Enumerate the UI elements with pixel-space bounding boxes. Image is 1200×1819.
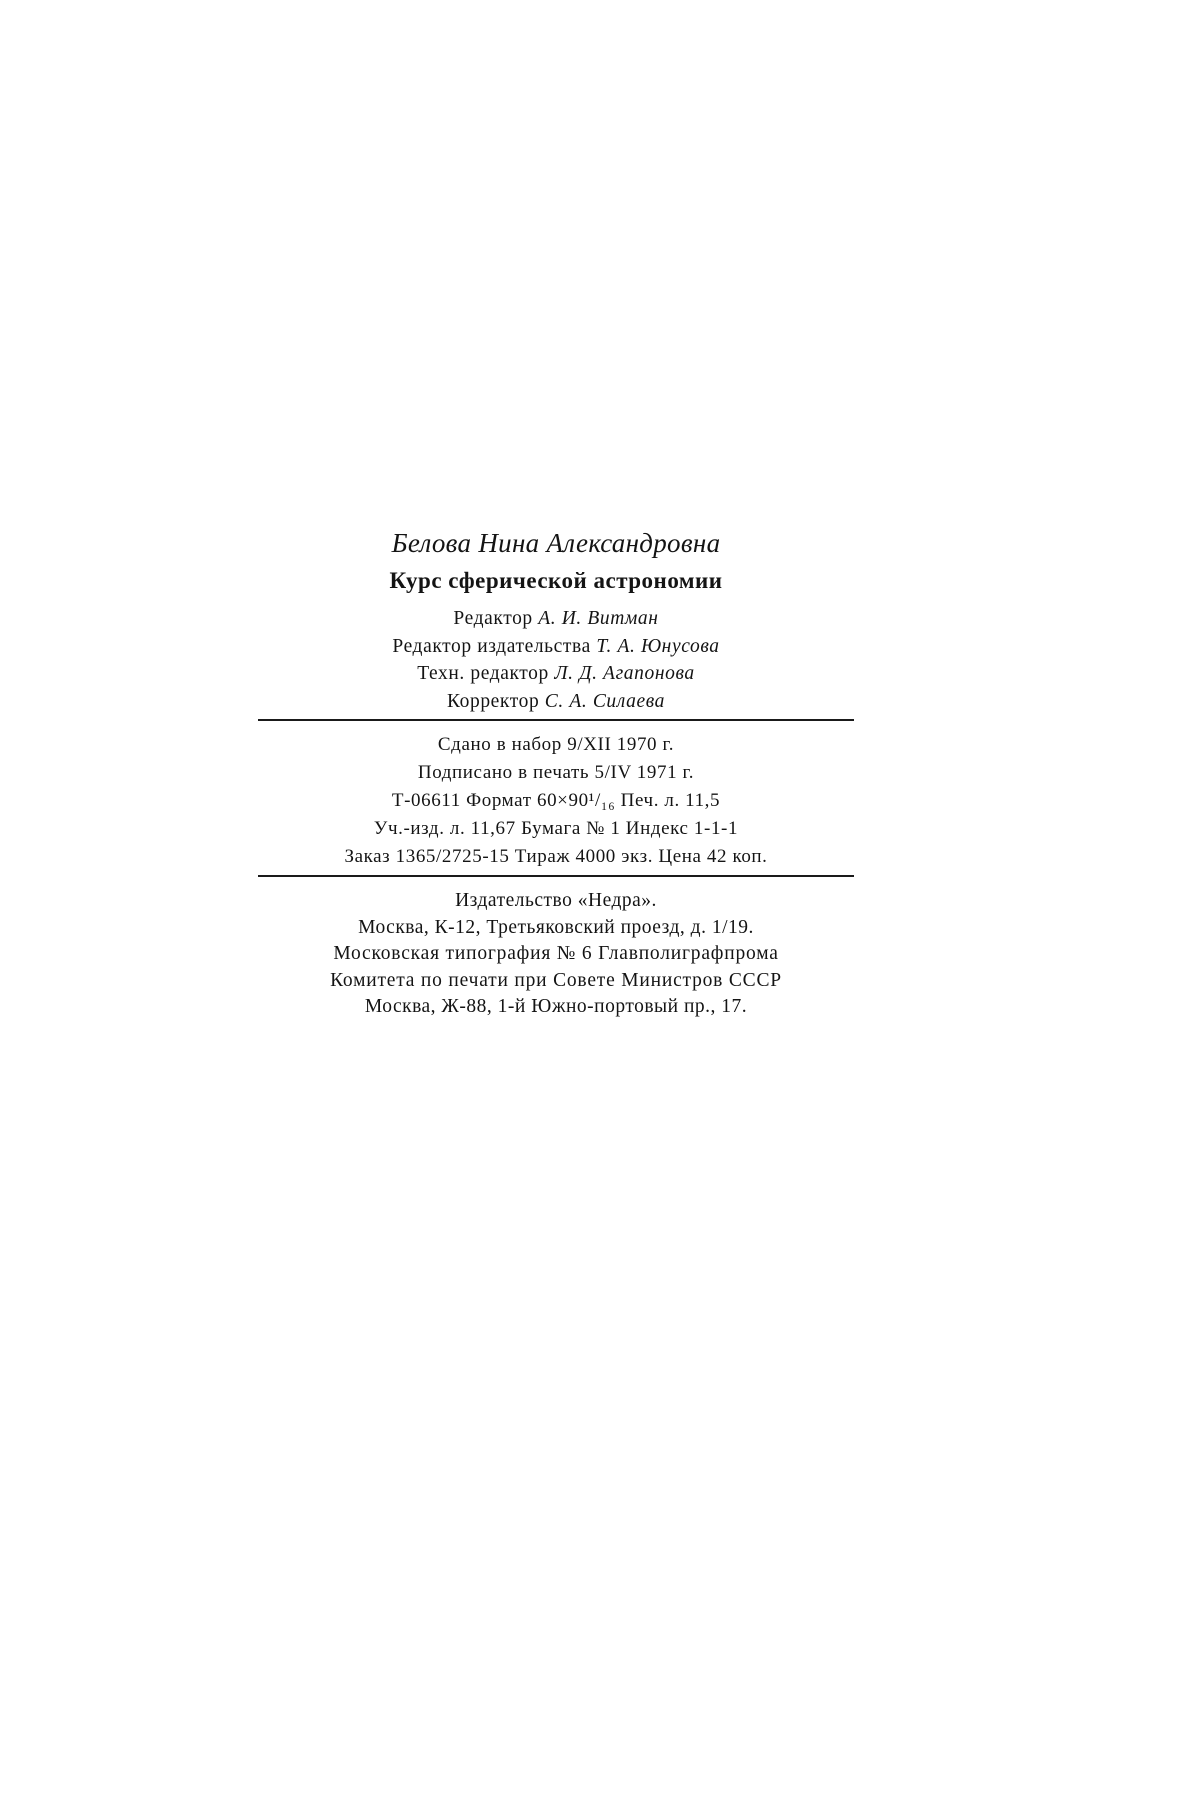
author-name: Белова Нина Александровна [391,528,721,558]
publication-line: Заказ 1365/2725-15 Тираж 4000 экз. Цена 42 коп. [344,846,768,867]
book-title: Курс сферической астрономии [389,568,723,593]
press-line: Издательство «Недра». [455,890,657,911]
credit-line [258,692,854,712]
credit-person: Т. А. Юнусова [596,635,720,657]
credit-person: А. И. Витман [538,608,659,629]
divider-rule [258,875,854,877]
publication-line: Т-06611 Формат 60×90¹/₁₆ Печ. л. 11,5 [391,790,721,811]
book-imprint [258,530,854,1024]
credit-line [258,637,854,657]
press-line: Московская типография № 6 Главполиграфпрома [333,943,779,964]
credit-role: Корректор [446,690,540,712]
divider-rule [258,719,854,721]
publication-line: Подписано в печать 5/IV 1971 г. [417,762,695,783]
press-line: Москва, Ж-88, 1-й Южно-портовый пр., 17. [364,996,748,1017]
press-line: Комитета по печати при Совете Министров СССР [330,969,782,991]
credit-person: С. А. Силаева [544,690,665,712]
credit-line [258,664,854,684]
credit-role: Редактор [453,608,533,629]
publication-line: Уч.-изд. л. 11,67 Бумага № 1 Индекс 1-1-1 [373,818,739,839]
credit-line [258,609,854,629]
publication-line: Сдано в набор 9/XII 1970 г. [437,734,675,755]
credit-role: Редактор издательства [392,635,591,657]
press-line: Москва, К-12, Третьяковский проезд, д. 1/19. [358,916,754,938]
credit-person: Л. Д. Агапонова [554,663,695,684]
credit-role: Техн. редактор [417,663,549,684]
